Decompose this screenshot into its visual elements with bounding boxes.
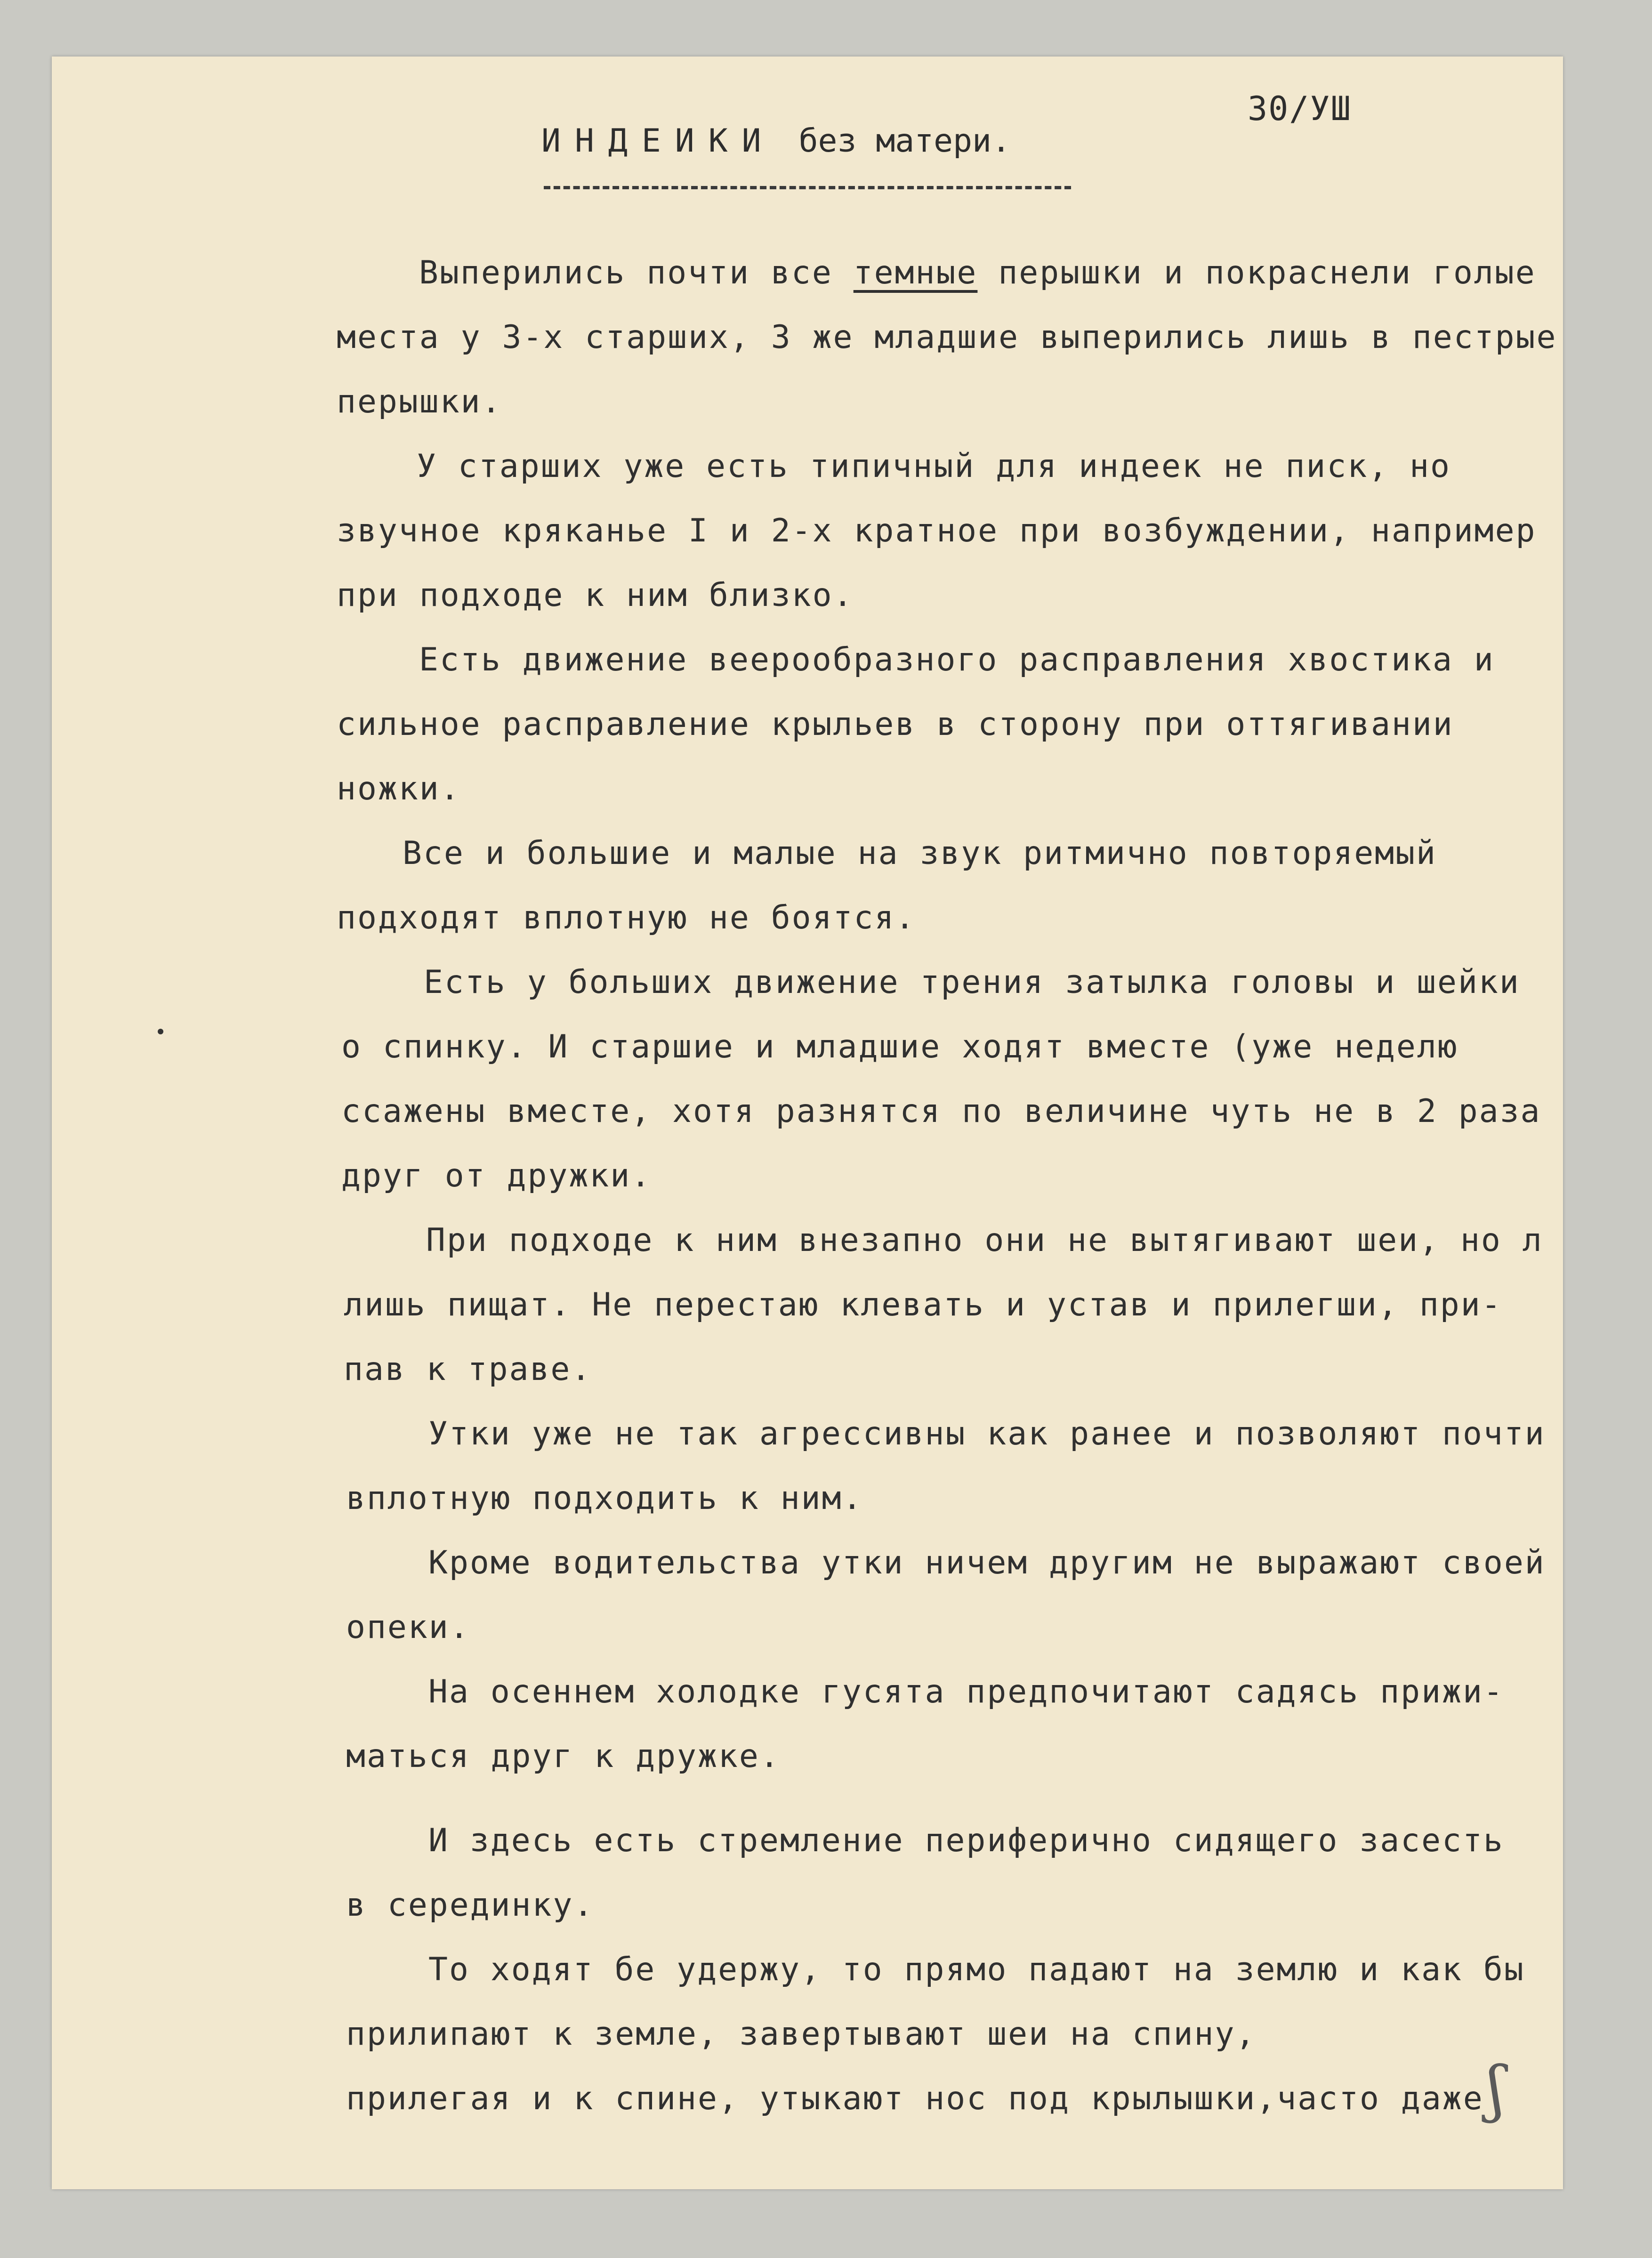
text-line: ножки. (337, 770, 461, 807)
text-line: Есть движение веерообразного расправления хвостика и (419, 641, 1495, 678)
text-line: опеки. (346, 1609, 470, 1646)
text-line: о спинку. И старшие и младшие ходят вместе (уже неделю (341, 1028, 1459, 1065)
text-line: ссажены вместе, хотя разнятся по величине чуть не в 2 раза (341, 1093, 1541, 1130)
text-line: Выперились почти все темные перышки и покраснели голые (419, 254, 1536, 291)
document-page (52, 56, 1563, 2189)
text-line: вплотную подходить к ним. (346, 1480, 863, 1517)
text-line: Все и большие и малые на звук ритмично повторяемый (403, 835, 1437, 872)
text-line: На осеннем холодке гусята предпочитают садясь прижи- (428, 1673, 1504, 1710)
text-line: в серединку. (346, 1887, 595, 1924)
text-line: перышки. (337, 383, 502, 420)
text-line: места у 3-х старших, 3 же младшие выперились лишь в пестрые (337, 319, 1557, 356)
text-line: лишь пищат. Не перестаю клевать и устав и прилегши, при- (344, 1286, 1502, 1323)
page-title (541, 122, 1011, 160)
stray-mark (158, 1029, 163, 1034)
text-line: маться друг к дружке. (346, 1738, 781, 1775)
text-line: То ходят бе удержу, то прямо падают на землю и как бы (428, 1951, 1525, 1988)
text-line: друг от дружки. (341, 1157, 652, 1194)
text-line: подходят вплотную не боятся. (337, 899, 916, 936)
text-line: прилипают к земле, завертывают шеи на спину, (346, 2016, 1257, 2053)
pencil-mark: ʃ (1488, 2053, 1505, 2124)
title-rest: без матери. (798, 122, 1011, 160)
text-line: У старших уже есть типичный для индеек не писк, но (417, 448, 1451, 485)
text-line: пав к траве. (344, 1351, 592, 1388)
page-number: 30/УШ (1248, 89, 1352, 128)
text-line: Утки уже не так агрессивны как ранее и позволяют почти (428, 1415, 1546, 1452)
text-line: При подходе к ним внезапно они не вытягивают шеи, но л (426, 1222, 1543, 1259)
text-line: И здесь есть стремление периферично сидящего засесть (428, 1822, 1504, 1859)
text-line: при подходе к ним близко. (337, 577, 854, 614)
underlined-word: темные (853, 254, 978, 291)
title-spaced-word: ИНДЕИКИ (541, 122, 775, 160)
text-line: Кроме водительства утки ничем другим не выражают своей (428, 1544, 1546, 1581)
text-line: сильное расправление крыльев в сторону при оттягивании (337, 706, 1454, 743)
text-line: Есть у больших движение трения затылка головы и шейки (424, 964, 1520, 1001)
text-line: звучное кряканье I и 2-х кратное при возбуждении, например (337, 512, 1537, 549)
title-underline (544, 186, 1071, 189)
text-line: прилегая и к спине, утыкают нос под крылышки,часто даже (346, 2080, 1484, 2117)
